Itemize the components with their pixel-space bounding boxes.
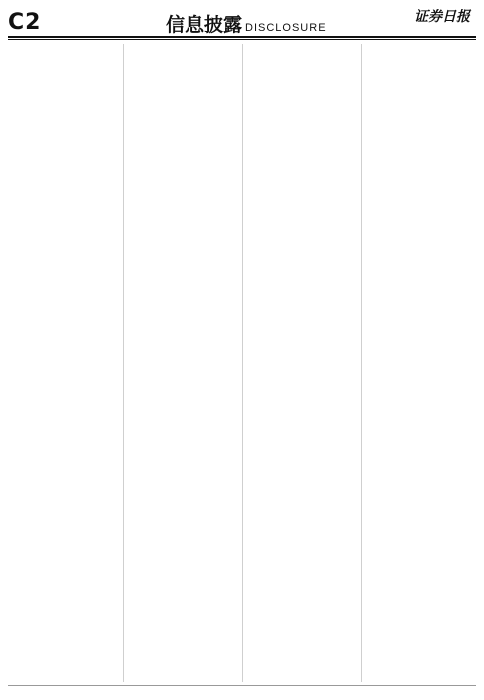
masthead-rule-thin [8,39,476,40]
column-4 [365,44,475,682]
column-separator [242,44,243,682]
column-3 [246,44,356,682]
column-separator [361,44,362,682]
masthead-rule-thick [8,36,476,38]
column-separator [123,44,124,682]
section-title [166,10,327,37]
masthead [0,0,484,44]
section-title-cn: 信息披露 [166,14,243,36]
column-2 [127,44,237,682]
brand-logo: 证券日报 [414,9,470,25]
footer [8,685,476,696]
section-title-en: DISCLOSURE [245,22,327,34]
column-1 [8,44,118,682]
page-code: C2 [8,10,42,35]
